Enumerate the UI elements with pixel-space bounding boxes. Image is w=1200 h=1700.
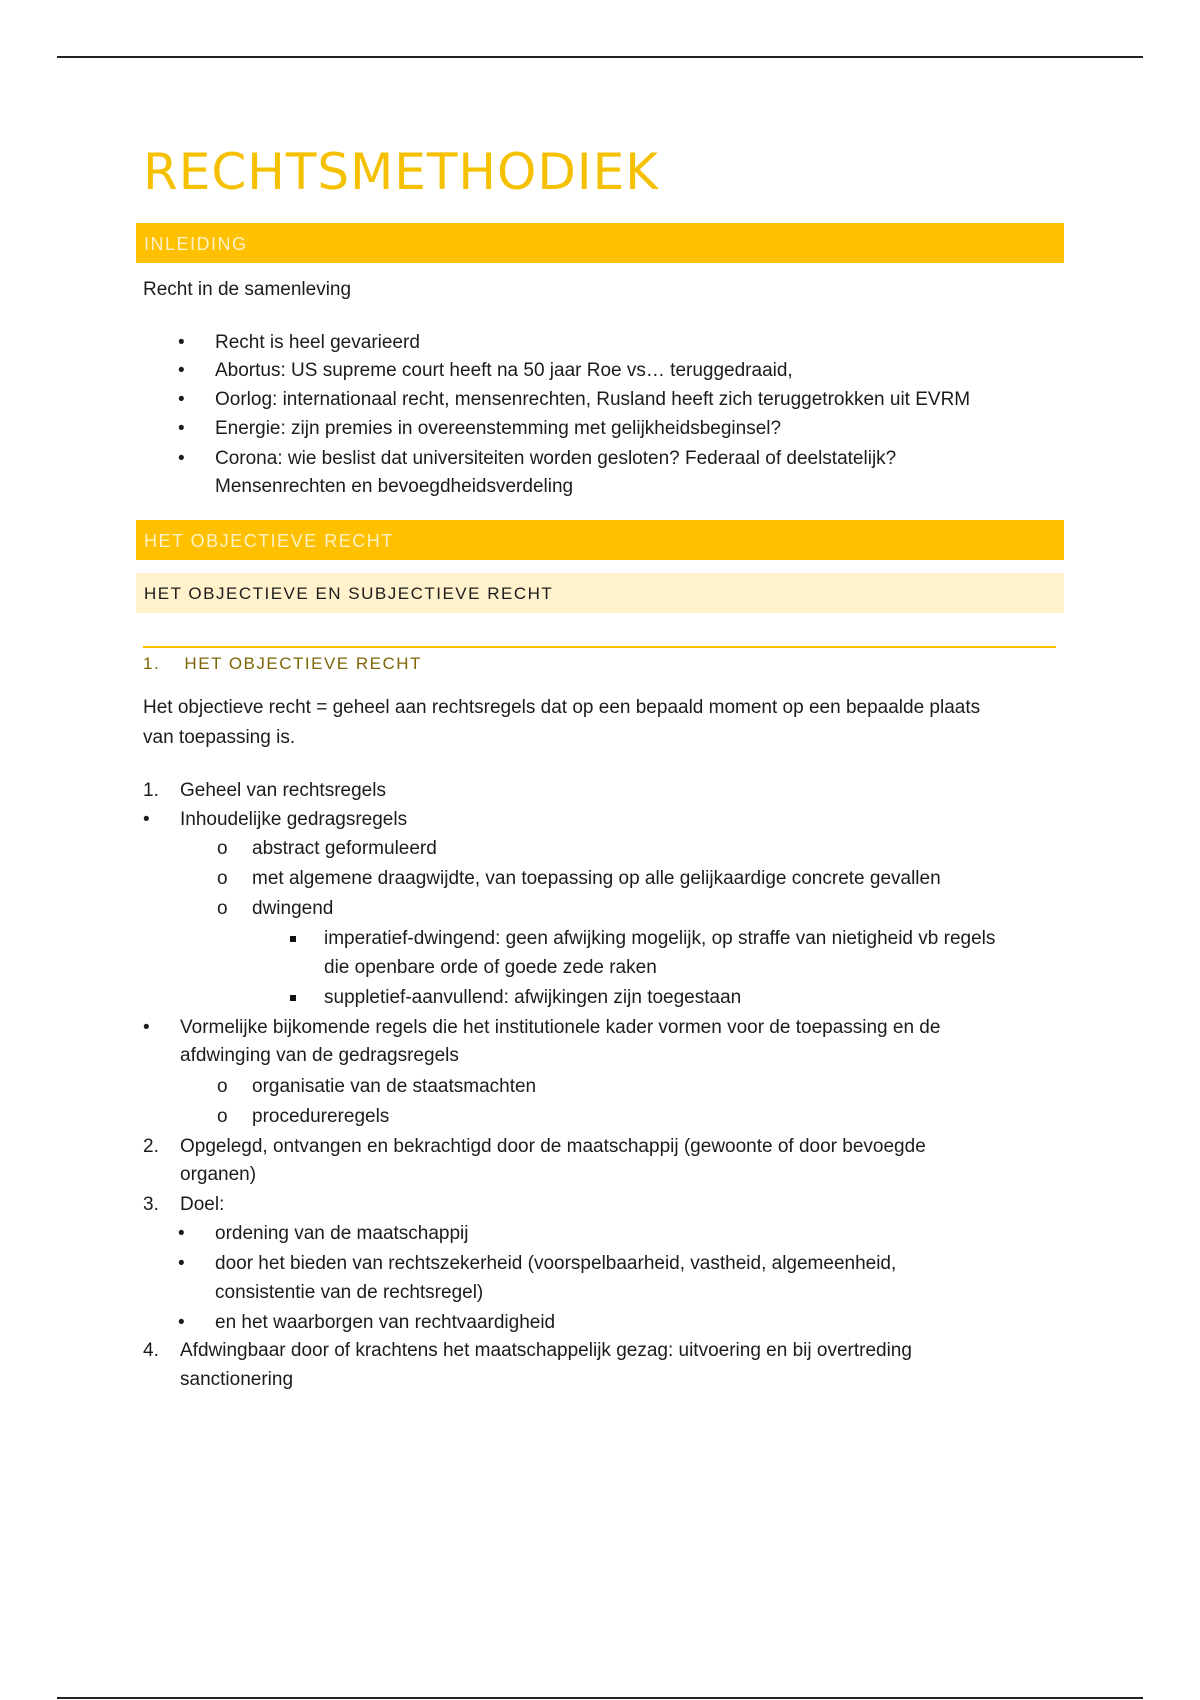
heading-rule [143, 646, 1056, 648]
subsection-heading-objectieve-subjectieve: HET OBJECTIEVE EN SUBJECTIEVE RECHT [136, 573, 1064, 613]
circle-bullet-icon: o [217, 868, 228, 889]
list-number: 1. [143, 780, 159, 801]
bullet-icon: • [178, 448, 185, 469]
list-item: ordening van de maatschappij [215, 1223, 469, 1244]
definition-line: Het objectieve recht = geheel aan rechtsregels dat op een bepaald moment op een bepaalde plaats [143, 697, 981, 718]
heading-text: HET OBJECTIEVE RECHT [184, 654, 422, 673]
square-bullet-icon [290, 995, 296, 1001]
list-item: Inhoudelijke gedragsregels [180, 809, 408, 830]
intro-bullet: Abortus: US supreme court heeft na 50 jaar Roe vs… teruggedraaid, [215, 360, 793, 381]
bullet-icon: • [178, 418, 185, 439]
list-item: procedureregels [252, 1106, 390, 1127]
bullet-icon: • [178, 389, 185, 410]
circle-bullet-icon: o [217, 838, 228, 859]
intro-bullet: Recht is heel gevarieerd [215, 332, 420, 353]
list-item-continued: die openbare orde of goede zede raken [324, 957, 657, 978]
bullet-icon: • [178, 332, 185, 353]
list-item-continued: organen) [180, 1164, 257, 1185]
list-item: Opgelegd, ontvangen en bekrachtigd door de maatschappij (gewoonte of door bevoegde [180, 1136, 926, 1157]
list-item-continued: afdwinging van de gedragsregels [180, 1045, 459, 1066]
heading-level3 [143, 654, 422, 674]
list-item: Geheel van rechtsregels [180, 780, 386, 801]
list-number: 4. [143, 1340, 159, 1361]
circle-bullet-icon: o [217, 1106, 228, 1127]
list-item: Afdwingbaar door of krachtens het maatschappelijk gezag: uitvoering en bij overtreding [180, 1340, 912, 1361]
definition-line: van toepassing is. [143, 727, 296, 748]
bullet-icon: • [178, 1312, 185, 1333]
circle-bullet-icon: o [217, 898, 228, 919]
intro-lead: Recht in de samenleving [143, 279, 352, 300]
list-item: suppletief-aanvullend: afwijkingen zijn toegestaan [324, 987, 742, 1008]
list-number: 3. [143, 1194, 159, 1215]
list-item: organisatie van de staatsmachten [252, 1076, 537, 1097]
list-item: door het bieden van rechtszekerheid (voorspelbaarheid, vastheid, algemeenheid, [215, 1253, 897, 1274]
bullet-icon: • [178, 1223, 185, 1244]
intro-bullet: Energie: zijn premies in overeenstemming met gelijkheidsbeginsel? [215, 418, 782, 439]
section-heading-inleiding: INLEIDING [136, 223, 1064, 263]
list-item: imperatief-dwingend: geen afwijking mogelijk, op straffe van nietigheid vb regels [324, 928, 996, 949]
list-number: 2. [143, 1136, 159, 1157]
circle-bullet-icon: o [217, 1076, 228, 1097]
section-heading-objectieve-recht: HET OBJECTIEVE RECHT [136, 520, 1064, 560]
bullet-icon: • [178, 1253, 185, 1274]
bullet-icon: • [178, 360, 185, 381]
list-item: Doel: [180, 1194, 225, 1215]
list-item: en het waarborgen van rechtvaardigheid [215, 1312, 556, 1333]
intro-bullet-continued: Mensenrechten en bevoegdheidsverdeling [215, 476, 574, 497]
heading-number: 1. [143, 654, 161, 673]
list-item-continued: consistentie van de rechtsregel) [215, 1282, 484, 1303]
list-item-continued: sanctionering [180, 1369, 294, 1390]
intro-bullet: Corona: wie beslist dat universiteiten worden gesloten? Federaal of deelstatelijk? [215, 448, 897, 469]
header-rule [57, 56, 1143, 58]
bullet-icon: • [143, 809, 150, 830]
list-item: Vormelijke bijkomende regels die het institutionele kader vormen voor de toepassing en de [180, 1017, 941, 1038]
intro-bullet: Oorlog: internationaal recht, mensenrechten, Rusland heeft zich teruggetrokken uit EVRM [215, 389, 971, 410]
bullet-icon: • [143, 1017, 150, 1038]
document-title: RECHTSMETHODIEK [143, 143, 659, 201]
square-bullet-icon [290, 936, 296, 942]
footer-rule [57, 1697, 1143, 1699]
list-item: abstract geformuleerd [252, 838, 437, 859]
list-item: dwingend [252, 898, 334, 919]
list-item: met algemene draagwijdte, van toepassing op alle gelijkaardige concrete gevallen [252, 868, 941, 889]
